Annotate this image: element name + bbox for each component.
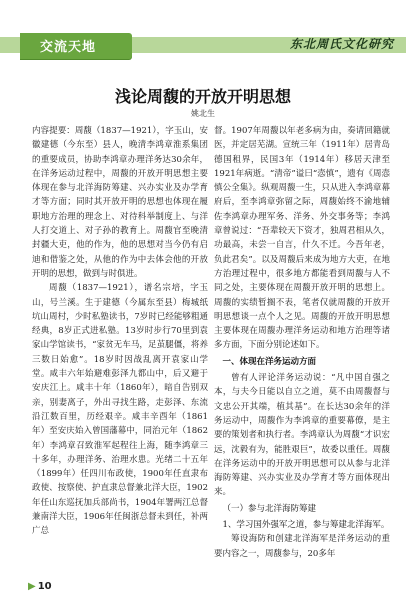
section-heading: 一、体现在洋务运动方面: [222, 356, 317, 367]
body-paragraph: 曾有人评论洋务运动说：“凡中国自强之本，与夫今日能以自立之道，莫不由周馥督与文忠公开其端，植其基”。在长达30余年的洋务运动中，周馥作为李鸿章的重要幕僚，是主要的策划者和执行者。李鸿章认为周馥“才识宏远，沈毅有为，能胜艰巨”，故委以重任。周馥在洋务运动中的开放开明思想可以从参与北洋海防筹建、兴办实业及办学育才等方面体现出来。: [214, 373, 390, 498]
page-arrow-icon: ▶: [28, 581, 36, 592]
right-column: [214, 124, 390, 572]
abstract-paragraph: 内容提要：周馥（1837—1921），字玉山，安徽建德（今东至）县人，晚清李鸿章淮系集团的重要成员，协助李鸿章办理洋务达30余年，在洋务运动过程中，周馥的开放开明思想主要体现在参与北洋海防筹建、兴办实业及办学育才等方面；同时其开放开明的思想也体现在履职地方治理的理念上、对待科举制度上、与洋人打交道上、对子孙的教育上。周馥官至晚清封疆大吏，他的作为，他的思想对当今仍有启迪和借鉴之处，从他的作为中去体会他的开放开明的思想，做到与时俱进。: [32, 126, 208, 279]
journal-name: 东北周氏文化研究: [289, 37, 394, 51]
body-paragraph: 筹设海防和创建北洋海军是洋务运动的重要内容之一，周馥参与，20多年: [214, 534, 390, 559]
section-name: 交流天地: [39, 40, 96, 55]
page-header: [0, 0, 406, 55]
article-title: 浅论周馥的开放开明思想: [114, 87, 291, 106]
article-author: 姚北生: [191, 109, 215, 118]
body-paragraph: 督。1907年周馥以年老多病为由，奏请回籍就医，并定居芜湖。宣统三年（1911年）居青岛德国租界，民国3年（1914年）移居天津至1921年病逝。“清帝”谥曰“悫慎”，遗有《周悫慎公全集》。纵观周馥一生，只从进入李鸿章幕府后，至李鸿章弥留之际，周馥始终不渝地辅佐李鸿章办理军务、洋务、外交事务等；李鸿章曾说过：“吾辈较天下资才，独周君相从久，功最高，未尝一自言，什久不迁。今吾年老，负此君矣”。以及周馥后来成为地方大吏，在地方治理过程中，很多地方都能看到周馥与人不同之处，主要体现在周馥开放开明的思想上。周馥的实绩暂搁不表，笔者仅就周馥的开放开明思想谈一点个人之见。周馥的开放开明思想主要体现在周馥办理洋务运动和地方治理等诸多方面，下面分别论述如下。: [214, 126, 390, 351]
page-number-value: 10: [37, 581, 52, 592]
left-column: [32, 124, 208, 572]
page-number: [28, 581, 52, 592]
body-paragraph: 周馥（1837—1921），谱名宗培，字玉山，号兰溪。生于建德（今属东至县）梅城纸坑山周村，少时私塾读书，7岁时已经能够粗通经典，8岁正式进私塾。13岁时步行70里到袁家山学馆读书，“家贫无车马，足茧腿僵，将养三数日始愈”。18岁时因战乱离开袁家山学堂。咸丰六年始避难彭泽九都山中，后又避于安庆江上。咸丰十年（1860年），暗自告别双亲，别妻离子，外出寻找生路，走彭泽、东流沿江数百里，历经艰辛。咸丰辛酉年（1861年）至安庆始入曾国藩幕中，同治元年（1862年）李鸿章召致淮军起程往上海，随李鸿章三十多年，办理洋务、治理水患。光绪二十五年（1899年）任四川布政使，1900年任直隶布政使、按察使、护直隶总督兼北洋大臣，1902年任山东巡抚加兵部尚书，1904年署两江总督兼南洋大臣，1906年任闽浙总督未到任，补两广总: [32, 283, 208, 537]
subsubsection-heading: 1、学习国外强军之道，参与筹建北洋海军。: [222, 520, 390, 531]
subsection-heading: （一）参与北洋海防筹建: [222, 503, 317, 514]
